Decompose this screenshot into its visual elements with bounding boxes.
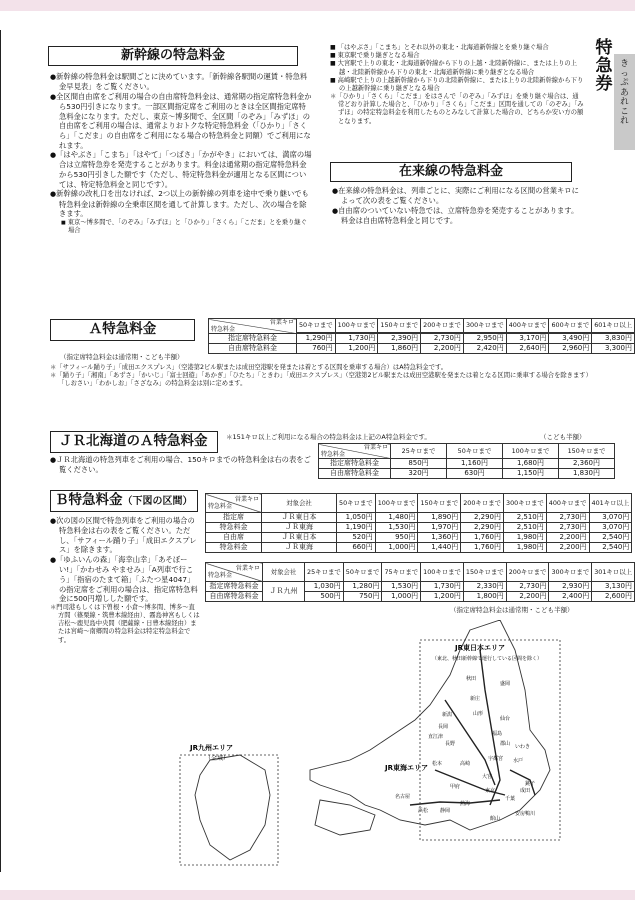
fare-cell: 2,290円 xyxy=(461,523,504,533)
fare-cell: 2,200円 xyxy=(546,533,589,543)
b-fare-header: 100キロまで xyxy=(421,563,464,582)
map-label-kyushu: JR九州エリア xyxy=(190,744,233,752)
a-fare-header: 100キロまで xyxy=(335,319,378,333)
fare-cell: 2,730円 xyxy=(421,334,464,344)
left-rule xyxy=(0,30,1,872)
a-fare-header: 150キロまで xyxy=(378,319,421,333)
jr-hokkaido-corner: 営業キロ 特急料金 xyxy=(319,444,391,459)
fare-cell: 1,830円 xyxy=(559,469,615,479)
company-cell: ＪＲ東海 xyxy=(262,523,337,533)
fare-cell: 3,830円 xyxy=(592,334,635,344)
station-label: 名古屋 xyxy=(395,794,411,800)
fare-cell: 1,050円 xyxy=(337,513,376,523)
b-fare-heading: Ｂ特急料金（下図の区間） xyxy=(50,490,198,512)
company-header: 対象会社 xyxy=(262,563,304,582)
fare-cell: 2,960円 xyxy=(549,344,592,354)
b-fare-header: 25キロまで xyxy=(305,563,344,582)
fare-cell: 850円 xyxy=(391,459,447,469)
station-label: 銚子 xyxy=(525,781,536,787)
a-fare-header: 601キロ以上 xyxy=(592,319,635,333)
seat-label: 特急料金 xyxy=(206,523,262,533)
fare-cell: 760円 xyxy=(296,344,335,354)
fare-cell: 1,760円 xyxy=(461,543,504,553)
b-fare-note: ＊ 門司港もしくは下曽根・小倉～博多間、博多～直方間（篠栗線・筑豊本線経由）、霧島神宮もしくは吉松～鹿児島中央間（肥薩線・日豊本線経由）または宮崎～南郷間の特急料金は特定特急料金です。 xyxy=(50,604,200,645)
a-fare-header: 300キロまで xyxy=(463,319,506,333)
fare-cell: 660円 xyxy=(337,543,376,553)
shinkansen-right-list xyxy=(330,44,584,126)
fare-cell: 1,360円 xyxy=(418,533,461,543)
b-fare-header: 75キロまで xyxy=(382,563,421,582)
jr-hokkaido-heading: ＪＲ北海道のＡ特急料金 xyxy=(50,431,218,453)
table-row-label: 自由席特急料金 xyxy=(319,469,391,479)
shinkansen-para: ● 全区間自由席をご利用の場合の自由席特急料金は、通常期の指定席特急料金から530円引きになります。一部区間指定席をご利用のときは全区間指定席特急料金になります。ただし、東京～博多間で、全区間「のぞみ」「みずほ」の自由席をご利用の場合は、通常よりおトクな特定特急料金（「ひかり」「さくら」「こだま」の自由席をご利用になる場合の特急料金と同額）でご利用になれます。 xyxy=(50,92,312,150)
station-label: いわき xyxy=(515,744,531,750)
fare-cell: 1,200円 xyxy=(421,592,464,602)
company-cell: ＪＲ東海 xyxy=(262,543,337,553)
station-label: 高崎 xyxy=(460,761,471,767)
station-label: 仙台 xyxy=(500,716,511,722)
fare-cell: 3,490円 xyxy=(549,334,592,344)
b-fare-table-kyushu xyxy=(205,562,635,602)
station-label: 甲府 xyxy=(450,784,461,790)
station-label: 東京 xyxy=(485,788,496,794)
a-fare-corner: 営業キロ 特急料金 xyxy=(209,319,297,334)
fare-cell: 2,730円 xyxy=(506,582,549,592)
a-fare-notes xyxy=(50,364,590,389)
station-label: 静岡 xyxy=(440,808,451,814)
a-fare-footnote: （指定席特急料金は通常期・こども半額） xyxy=(60,353,184,361)
map-label-kyushu-sub: （全域） xyxy=(205,755,230,762)
station-label: 宇都宮 xyxy=(488,756,504,762)
exception-note: ＊ 「ひかり」「さくら」「こだま」をはさんで「のぞみ」「みずほ」を乗り継ぐ場合は、通常どおり計算した場合と、「ひかり」「さくら」「こだま」区間を通しての「のぞみ」「みずほ」の特定特急料金を利用したものとみなして計算した場合の、どちらか安い方の額となります。 xyxy=(330,93,584,126)
station-label: 成田 xyxy=(520,788,531,794)
shinkansen-para: ● 新幹線の改札口を出なければ、2つ以上の新幹線の列車を途中で乗り継いでも特急料金は新幹線の全乗車区間を通して計算します。ただし、次の場合を除きます。 xyxy=(50,189,312,218)
fare-cell: 3,300円 xyxy=(592,344,635,354)
fare-cell: 1,200円 xyxy=(335,344,378,354)
hokkaido-header: 50キロまで xyxy=(447,444,503,459)
station-label: 長岡 xyxy=(438,724,449,730)
seat-label: 自由席 xyxy=(206,533,262,543)
fare-cell: 3,130円 xyxy=(592,582,635,592)
chapter-title: 特急券 xyxy=(595,38,613,94)
fare-cell: 630円 xyxy=(447,469,503,479)
company-cell: ＪＲ九州 xyxy=(262,582,304,602)
seat-label: 指定席 xyxy=(206,513,262,523)
fare-cell: 2,360円 xyxy=(559,459,615,469)
a-fare-header: 50キロまで xyxy=(296,319,335,333)
station-label: 安房鴨川 xyxy=(515,811,536,817)
map-label-east-note: （東北、秋田新幹線で運行している区間を除く） xyxy=(432,656,543,662)
jr-hokkaido-table xyxy=(318,443,615,479)
fare-cell: 520円 xyxy=(337,533,376,543)
kyushu-area-box xyxy=(180,755,278,865)
hokkaido-header: 150キロまで xyxy=(559,444,615,459)
fare-cell: 2,540円 xyxy=(589,543,632,553)
fare-cell: 2,930円 xyxy=(549,582,592,592)
a-fare-note: ＊ 「サフィール踊り子」「成田エクスプレス」（空港第2ビル駅または成田空港駅を発または着とする区間を乗車する場合）はA特急料金です。 xyxy=(50,364,590,372)
b-fare-header: 200キロまで xyxy=(506,563,549,582)
fare-cell: 2,730円 xyxy=(546,523,589,533)
top-band xyxy=(0,0,635,11)
fare-cell: 1,730円 xyxy=(421,582,464,592)
fare-cell: 2,600円 xyxy=(592,592,635,602)
jr-hokkaido-para: ● ＪＲ北海道の特急列車をご利用の場合、150キロまでの特急料金は右の表をご覧ください。 xyxy=(50,455,312,475)
exception-item: ■ 「はやぶさ」「こまち」とそれ以外の東北・北海道新幹線とを乗り継ぐ場合 xyxy=(330,44,584,52)
fare-cell: 500円 xyxy=(305,592,344,602)
station-label: 直江津 xyxy=(428,734,444,740)
station-label: 福島 xyxy=(492,731,503,737)
table-row-label: 指定席特急料金 xyxy=(209,334,297,344)
fare-cell: 2,200円 xyxy=(506,592,549,602)
b-fare-item: ● 次の図の区間で特急列車をご利用の場合の特急料金は右の表をご覧ください。ただし、「サフィール踊り子」「成田エクスプレス」を除きます。 xyxy=(50,516,200,555)
fare-cell: 1,680円 xyxy=(503,459,559,469)
station-label: 郡山 xyxy=(500,741,511,747)
fare-cell: 2,640円 xyxy=(506,344,549,354)
fare-cell: 1,980円 xyxy=(504,543,547,553)
b-fare-header: 401キロ以上 xyxy=(589,494,632,513)
station-label: 水戸 xyxy=(513,758,524,764)
fare-cell: 1,150円 xyxy=(503,469,559,479)
a-fare-header: 200キロまで xyxy=(421,319,464,333)
a-fare-heading: Ａ特急料金 xyxy=(50,319,195,341)
station-label: 熱海 xyxy=(460,801,471,807)
exception-item: ■ 高崎駅で上りの上越新幹線から下りの北陸新幹線に、または上りの北陸新幹線から下りの上越新幹線に乗り継ぎとなる場合 xyxy=(330,77,584,93)
company-cell: ＪＲ東日本 xyxy=(262,533,337,543)
fare-cell: 2,420円 xyxy=(463,344,506,354)
fare-cell: 1,160円 xyxy=(447,459,503,469)
fare-cell: 1,480円 xyxy=(375,513,418,523)
hokkaido-header: 25キロまで xyxy=(391,444,447,459)
b-fare-header: 100キロまで xyxy=(375,494,418,513)
shinkansen-text xyxy=(50,72,312,235)
kyushu-outline xyxy=(195,755,270,860)
shinkansen-heading: 新幹線の特急料金 xyxy=(48,46,298,66)
b-fare-footnote: （指定席特急料金は通常期・こども半額） xyxy=(450,606,574,614)
a-fare-header: 400キロまで xyxy=(506,319,549,333)
fare-cell: 3,170円 xyxy=(506,334,549,344)
company-header: 対象会社 xyxy=(262,494,337,513)
station-label: 新庄 xyxy=(470,696,481,702)
a-fare-table xyxy=(208,318,635,354)
seat-label: 特急料金 xyxy=(206,543,262,553)
fare-cell: 2,950円 xyxy=(463,334,506,344)
fare-cell: 320円 xyxy=(391,469,447,479)
rail-line xyxy=(480,650,503,805)
b-fare-table-east xyxy=(205,493,632,553)
table-row-label: 自由席特急料金 xyxy=(209,344,297,354)
b-fare-corner: 営業キロ 特急料金 xyxy=(206,563,263,582)
shinkansen-para: ● 新幹線の特急料金は駅間ごとに決めています。「新幹線各駅間の運賃・特急料金早見表」をご覧ください。 xyxy=(50,72,312,92)
shinkansen-exception: ■ 東京～博多間で、「のぞみ」「みずほ」と「ひかり」「さくら」「こだま」とを乗り継ぐ場合 xyxy=(50,219,312,236)
seat-label: 自由席特急料金 xyxy=(206,592,263,602)
map-label-tokai: JR東海エリア xyxy=(385,764,428,772)
jr-hokkaido-child-note: （こども半額） xyxy=(540,433,586,441)
jr-hokkaido-top-note: ＊151キロ以上ご利用になる場合の特急料金は上記のA特急料金です。 xyxy=(226,433,431,441)
station-label: 新潟 xyxy=(442,712,453,718)
fare-cell: 2,510円 xyxy=(504,513,547,523)
exception-item: ■ 大宮駅で上りの東北・北海道新幹線から下りの上越・北陸新幹線に、または上りの上越・北陸新幹線から下りの東北・北海道新幹線に乗り継ぎとなる場合 xyxy=(330,60,584,76)
side-tab[interactable]: きっぷあれこれ xyxy=(614,54,635,150)
zairaisen-text xyxy=(332,186,584,226)
fare-cell: 1,000円 xyxy=(382,592,421,602)
b-fare-corner: 営業キロ 特急料金 xyxy=(206,494,262,513)
fare-cell: 2,730円 xyxy=(546,513,589,523)
station-label: 館山 xyxy=(490,816,501,822)
b-fare-header: 50キロまで xyxy=(337,494,376,513)
shinkansen-para: ● 「はやぶさ」「こまち」「はやて」「つばさ」「かがやき」においては、満席の場合は立席特急券を発売することがあります。料金は通常期の指定席特急料金から530円引きした額です（ただし、特定特急料金が適用となる区間については、特定特急料金と同じです）。 xyxy=(50,150,312,189)
fare-cell: 1,530円 xyxy=(375,523,418,533)
b-fare-header: 200キロまで xyxy=(461,494,504,513)
fare-cell: 2,540円 xyxy=(589,533,632,543)
b-fare-header: 301キロ以上 xyxy=(592,563,635,582)
station-label: 松本 xyxy=(432,761,443,767)
fare-cell: 2,400円 xyxy=(549,592,592,602)
fare-cell: 1,440円 xyxy=(418,543,461,553)
b-fare-header: 300キロまで xyxy=(504,494,547,513)
a-fare-note: ＊ 「踊り子」「湘南」「あずさ」「かいじ」「富士回遊」「あかぎ」「ひたち」「ときわ」「成田エクスプレス」（空港第2ビル駅または成田空港駅を発または着となる区間に乗車する場合を除きます）「しおさい」「わかしお」「さざなみ」の特急料金は別に定めます。 xyxy=(50,372,590,388)
fare-cell: 1,980円 xyxy=(504,533,547,543)
fare-cell: 1,730円 xyxy=(335,334,378,344)
fare-cell: 1,190円 xyxy=(337,523,376,533)
fare-cell: 2,290円 xyxy=(461,513,504,523)
fare-cell: 1,280円 xyxy=(343,582,382,592)
fare-cell: 2,200円 xyxy=(421,344,464,354)
zairaisen-heading: 在来線の特急料金 xyxy=(330,162,572,182)
rail-line xyxy=(410,800,500,805)
b-fare-header: 400キロまで xyxy=(546,494,589,513)
b-fare-header: 150キロまで xyxy=(463,563,506,582)
fare-cell: 1,030円 xyxy=(305,582,344,592)
station-label: 千葉 xyxy=(505,796,516,802)
fare-cell: 3,070円 xyxy=(589,513,632,523)
b-fare-area-map xyxy=(170,620,590,870)
company-cell: ＪＲ東日本 xyxy=(262,513,337,523)
fare-cell: 1,000円 xyxy=(375,543,418,553)
fare-cell: 2,200円 xyxy=(546,543,589,553)
table-row-label: 指定席特急料金 xyxy=(319,459,391,469)
bottom-band xyxy=(0,890,635,900)
exception-item: ■ 東京駅で乗り継ぎとなる場合 xyxy=(330,52,584,60)
zairaisen-para: ● 自由席のついていない特急では、立席特急券を発売することがあります。料金は自由席特急料金と同じです。 xyxy=(332,206,584,226)
fare-cell: 750円 xyxy=(343,592,382,602)
jr-hokkaido-text xyxy=(50,455,312,475)
fare-cell: 1,970円 xyxy=(418,523,461,533)
fare-cell: 1,800円 xyxy=(463,592,506,602)
fare-cell: 1,760円 xyxy=(461,533,504,543)
fare-cell: 1,890円 xyxy=(418,513,461,523)
station-label: 秋田 xyxy=(466,676,477,682)
b-fare-header: 50キロまで xyxy=(343,563,382,582)
fare-cell: 2,390円 xyxy=(378,334,421,344)
station-label: 大宮 xyxy=(482,774,493,780)
fare-cell: 1,530円 xyxy=(382,582,421,592)
fare-cell: 950円 xyxy=(375,533,418,543)
station-label: 浜松 xyxy=(418,808,429,814)
fare-cell: 1,290円 xyxy=(296,334,335,344)
b-fare-header: 150キロまで xyxy=(418,494,461,513)
fare-cell: 2,330円 xyxy=(463,582,506,592)
fare-cell: 1,860円 xyxy=(378,344,421,354)
station-label: 山形 xyxy=(473,711,484,717)
seat-label: 指定席特急料金 xyxy=(206,582,263,592)
map-label-east: JR東日本エリア xyxy=(455,644,505,652)
a-fare-header: 600キロまで xyxy=(549,319,592,333)
fare-cell: 2,510円 xyxy=(504,523,547,533)
zairaisen-para: ● 在来線の特急料金は、列車ごとに、実際にご利用になる区間の営業キロによって次の表をご覧ください。 xyxy=(332,186,584,206)
fare-cell: 3,070円 xyxy=(589,523,632,533)
station-label: 盛岡 xyxy=(500,681,511,687)
b-fare-item: ● 「ゆふいんの森」「海幸山幸」「あそぼーい!」「かわせみ やませみ」「A列車で行こう」「指宿のたまて箱」「ふたつ星4047」の指定席をご利用の場合は、指定席特急料金に500円増しした額です。 xyxy=(50,555,200,604)
b-fare-header: 300キロまで xyxy=(549,563,592,582)
station-label: 長野 xyxy=(445,741,456,747)
hokkaido-header: 100キロまで xyxy=(503,444,559,459)
